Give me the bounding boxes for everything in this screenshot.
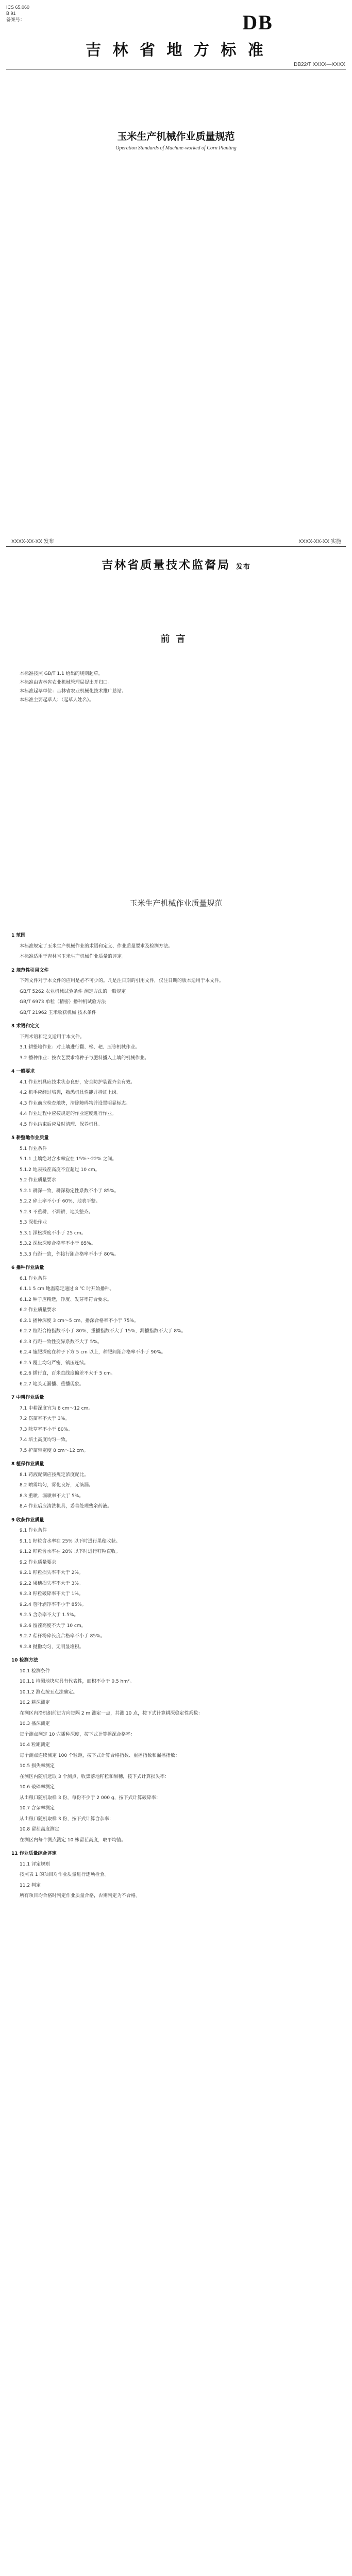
clause-line: 10.1 检测条件 [20, 1668, 50, 1674]
clause-line: 8.1 药液配制应按规定浓度配比。 [20, 1472, 89, 1478]
cover-title: 吉 林 省 地 方 标 准 [86, 41, 266, 59]
clause-line: 10.1.1 检测地块应具有代表性，面积不小于 0.5 hm²。 [20, 1679, 135, 1684]
clause-line: 5.2.1 耕深一致，耕深稳定性系数不小于 85%。 [20, 1188, 119, 1194]
clause-line: 6.1 作业条件 [20, 1276, 47, 1281]
foreword-title: 前言 [160, 634, 192, 645]
clause-line: 9.2.4 苞叶剥净率不小于 85%。 [20, 1602, 87, 1607]
clause-line: 4.2 机手应经过培训，熟悉机具性能并持证上岗。 [20, 1090, 122, 1095]
section-heading: 3 术语和定义 [11, 1024, 40, 1029]
clause-line: 本标准规定了玉米生产机械作业的术语和定义、作业质量要求及检测方法。 [20, 943, 173, 949]
clause-line: 10.3 播深测定 [20, 1721, 50, 1726]
issuer [0, 556, 352, 572]
section-heading: 8 植保作业质量 [11, 1462, 44, 1467]
clause-line: 按照表 1 的项目对作业质量进行逐项检验。 [20, 1872, 109, 1877]
clause-line: 4.1 作业机具应技术状态良好，安全防护装置齐全有效。 [20, 1079, 136, 1085]
section-heading: 5 耕整地作业质量 [11, 1136, 49, 1141]
clause-line: 5.2.3 不重耕、不漏耕，地头整齐。 [20, 1209, 93, 1215]
clause-line: 9.1.2 籽粒含水率在 28% 以下时进行籽粒直收。 [20, 1549, 121, 1554]
section-heading: 10 检测方法 [11, 1658, 38, 1663]
foreword-line: 本标准按照 GB/T 1.1 给出的规则起草。 [20, 671, 103, 676]
release-date: XXXX-XX-XX 发布 [11, 539, 54, 545]
ics-line: ICS 65.060 B 91 [6, 5, 30, 16]
foreword-body [11, 670, 341, 705]
clause-line: 每个测点连续测定 100 个粒距，按下式计算合格指数、重播指数和漏播指数： [20, 1753, 180, 1758]
clause-line: 本标准适用于吉林省玉米生产机械作业质量的评定。 [20, 954, 127, 959]
clause-line: GB/T 6973 单粒（精密）播种机试验方法 [20, 999, 106, 1005]
clause-line: 4.5 作业结束后应及时清理、保养机具。 [20, 1122, 103, 1127]
issuer-suffix: 发布 [236, 563, 250, 571]
document-body [11, 927, 341, 1902]
section-heading: 7 中耕作业质量 [11, 1395, 44, 1400]
implement-date: XXXX-XX-XX 实施 [298, 539, 341, 545]
section-heading: 1 范围 [11, 933, 26, 938]
clause-line: 9.2.8 抛撒均匀，无明显堆积。 [20, 1644, 84, 1650]
clause-line: 5.3.1 深松深度不小于 25 cm。 [20, 1230, 86, 1236]
foreword-line: 本标准主要起草人：（起草人姓名）。 [20, 698, 94, 703]
section-heading: 11 作业质量综合评定 [11, 1851, 57, 1856]
document-title: 玉米生产机械作业质量规范 [129, 899, 223, 908]
clause-line: 7.5 护苗带宽度 8 cm～12 cm。 [20, 1448, 89, 1453]
clause-line: 5.2 作业质量要求 [20, 1178, 57, 1183]
clause-line: 10.1.2 测点按五点法确定。 [20, 1689, 78, 1695]
clause-line: 8.3 重喷、漏喷率不大于 5%。 [20, 1493, 84, 1499]
clause-line: 5.3 深松作业 [20, 1220, 47, 1225]
clause-line: 11.1 评定规则 [20, 1861, 50, 1867]
clause-line: 在测区内每个测点测定 10 株留茬高度，取平均值。 [20, 1837, 126, 1843]
clause-line: GB/T 21962 玉米收获机械 技术条件 [20, 1010, 96, 1015]
clause-line: GB/T 5262 农业机械试验条件 测定方法的一般规定 [20, 989, 126, 994]
clause-line: 5.2.2 碎土率不小于 60%，地表平整。 [20, 1199, 100, 1204]
clause-line: 9.2.1 籽粒损失率不大于 2%。 [20, 1570, 83, 1575]
standard-name-en: Operation Standards of Machine-worked of Corn Planting [115, 145, 237, 151]
clause-line: 在测区内随机选取 3 个测点，收集落地籽粒和果穗，按下式计算损失率： [20, 1774, 170, 1780]
db-logo: DB [242, 11, 273, 34]
clause-line: 5.1.2 地表残茬高度不宜超过 10 cm。 [20, 1167, 100, 1173]
clause-line: 10.6 破碎率测定 [20, 1785, 55, 1790]
clause-line: 11.2 判定 [20, 1883, 41, 1888]
clause-line: 9.1.1 籽粒含水率在 25% 以下时进行果穗收获。 [20, 1538, 121, 1544]
clause-line: 10.5 损失率测定 [20, 1764, 55, 1769]
clause-line: 6.2.2 粒距合格指数不小于 80%，重播指数不大于 15%，漏播指数不大于 8%。 [20, 1329, 186, 1334]
clause-line: 从出粮口随机取样 3 份，每份不少于 2 000 g，按下式计算破碎率： [20, 1795, 161, 1801]
clause-line: 9.2 作业质量要求 [20, 1560, 57, 1565]
clause-line: 6.2.1 播种深度 3 cm～5 cm，播深合格率不小于 75%。 [20, 1318, 139, 1324]
clause-line: 3.2 播种作业：按农艺要求将种子与肥料播入土壤的机械作业。 [20, 1055, 149, 1061]
clause-line: 5.1 作业条件 [20, 1146, 47, 1151]
clause-line: 9.2.5 含杂率不大于 1.5%。 [20, 1613, 79, 1618]
clause-line: 下列术语和定义适用于本文件。 [20, 1034, 85, 1040]
clause-line: 10.7 含杂率测定 [20, 1806, 55, 1811]
clause-line: 每个测点测定 10 穴播种深度，按下式计算播深合格率： [20, 1732, 136, 1737]
section-heading: 4 一般要求 [11, 1069, 35, 1074]
clause-line: 10.8 留茬高度测定 [20, 1827, 59, 1832]
record-number: 备案号： [6, 17, 25, 22]
clause-line: 6.2.4 施肥深度在种子下方 5 cm 以上，种肥间距合格率不小于 90%。 [20, 1350, 166, 1355]
clause-line: 6.2.7 地头无漏播、重播现象。 [20, 1381, 84, 1387]
clause-line: 从出粮口随机取样 3 份，按下式计算含杂率： [20, 1816, 114, 1822]
issuer-name: 吉林省质量技术监督局 [102, 558, 231, 572]
clause-line: 5.1.1 土壤绝对含水率宜在 15%～22% 之间。 [20, 1157, 117, 1162]
clause-line: 10.4 粒距测定 [20, 1742, 50, 1748]
clause-line: 7.3 除草率不小于 80%。 [20, 1427, 73, 1432]
clause-line: 4.4 作业过程中应按规定的作业速度进行作业。 [20, 1111, 117, 1116]
clause-line: 7.1 中耕深度宜为 8 cm～12 cm。 [20, 1405, 93, 1411]
standard-name: 玉米生产机械作业质量规范 [117, 131, 235, 142]
clause-line: 在测区内沿机组前进方向每隔 2 m 测定一点，共测 10 点，按下式计算耕深稳定性系数： [20, 1710, 203, 1716]
clause-line: 所有项目均合格时判定作业质量合格，否则判定为不合格。 [20, 1893, 141, 1899]
clause-line: 9.2.2 果穗损失率不大于 3%。 [20, 1581, 83, 1586]
clause-line: 8.2 喷雾均匀，雾化良好，无滴漏。 [20, 1483, 94, 1488]
clause-line: 4.3 作业前应检查地块，清除障碍物并设置明显标志。 [20, 1100, 131, 1106]
cover-bottom-divider [6, 546, 346, 547]
standard-number: DB22/T XXXX—XXXX [294, 62, 345, 67]
section-heading: 9 收获作业质量 [11, 1517, 44, 1523]
ics-code [6, 4, 29, 23]
clause-line: 9.2.7 秸秆粉碎长度合格率不小于 85%。 [20, 1634, 105, 1639]
clause-line: 6.2.5 覆土均匀严密，镇压连续。 [20, 1360, 89, 1366]
clause-line: 6.1.1 5 cm 地温稳定通过 8 ℃ 时开始播种。 [20, 1286, 114, 1292]
clause-line: 8.4 作业后应清洗机具，妥善处理残余药液。 [20, 1504, 112, 1509]
clause-line: 10.2 耕深测定 [20, 1700, 50, 1705]
clause-line: 6.2.3 行距一致性变异系数不大于 5%。 [20, 1339, 102, 1345]
foreword-line: 本标准起草单位：吉林省农业机械化技术推广总站。 [20, 689, 127, 694]
section-heading: 2 规范性引用文件 [11, 968, 49, 973]
clause-line: 下列文件对于本文件的应用是必不可少的。凡是注日期的引用文件，仅注日期的版本适用于本文件。 [20, 978, 224, 984]
clause-line: 9.2.6 留茬高度不大于 10 cm。 [20, 1623, 86, 1629]
clause-line: 6.2.6 播行直，百米直线度偏差不大于 5 cm。 [20, 1371, 115, 1376]
clause-line: 9.2.3 籽粒破碎率不大于 1%。 [20, 1591, 83, 1597]
clause-line: 5.3.3 行距一致，邻接行距合格率不小于 80%。 [20, 1251, 119, 1257]
clause-line: 3.1 耕整地作业：对土壤进行翻、松、耙、压等机械作业。 [20, 1045, 140, 1050]
foreword-line: 本标准由吉林省农业机械管理局提出并归口。 [20, 680, 113, 685]
clause-line: 5.3.2 深松深度合格率不小于 85%。 [20, 1241, 96, 1246]
clause-line: 6.1.2 种子应精选，净度、发芽率符合要求。 [20, 1297, 112, 1302]
clause-line: 6.2 作业质量要求 [20, 1308, 57, 1313]
clause-line: 7.4 培土高度均匀一致。 [20, 1437, 71, 1443]
section-heading: 6 播种作业质量 [11, 1265, 44, 1270]
clause-line: 7.2 伤苗率不大于 3%。 [20, 1416, 70, 1421]
clause-line: 9.1 作业条件 [20, 1528, 47, 1533]
